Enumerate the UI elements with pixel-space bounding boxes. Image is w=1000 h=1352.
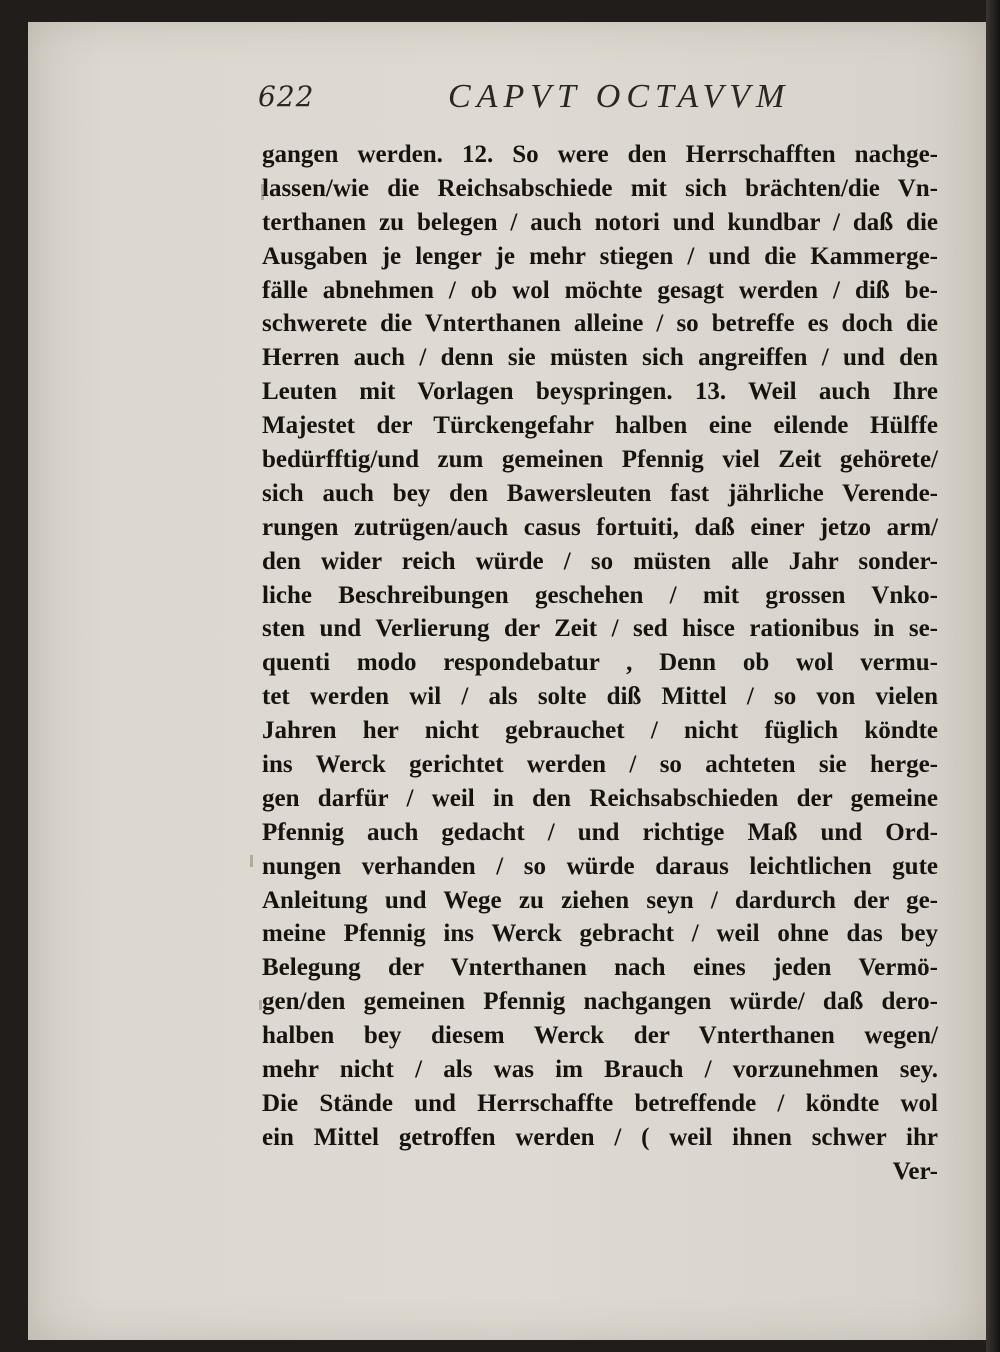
text-line: gen darfür / weil in den Reichsabschieden der gemeine (262, 784, 938, 812)
text-line: schwerete die Vnterthanen alleine / so betreffe es doch die (262, 310, 938, 338)
text-line: Pfennig auch gedacht / und richtige Maß und Ord- (262, 818, 938, 846)
text-line: terthanen zu belegen / auch notori und kundbar / daß die (262, 208, 938, 236)
text-line: gangen werden. 12. So were den Herrschafften nachge- (262, 141, 938, 168)
catchword: Ver- (892, 1157, 938, 1185)
text-line: quenti modo respondebatur , Denn ob wol vermu- (262, 649, 938, 677)
text-line: sten und Verlierung der Zeit / sed hisce rationibus in se- (262, 615, 938, 643)
text-line: bedürfftig/und zum gemeinen Pfennig viel Zeit gehörete/ (262, 446, 938, 474)
text-line: nungen verhanden / so würde daraus leichtlichen gute (262, 852, 938, 880)
text-line: Anleitung und Wege zu ziehen seyn / dardurch der ge- (262, 886, 938, 914)
text-line: Die Stände und Herrschaffte betreffende / köndte wol (262, 1089, 938, 1117)
text-line: ins Werck gerichtet werden / so achteten sie herge- (262, 751, 938, 779)
text-line: mehr nicht / als was im Brauch / vorzunehmen sey. (262, 1056, 938, 1084)
text-line: liche Beschreibungen geschehen / mit grossen Vnko- (262, 581, 938, 609)
text-line: sich auch bey den Bawersleuten fast jährliche Verende- (262, 479, 938, 507)
text-line: halben bey diesem Werck der Vnterthanen wegen/ (262, 1022, 938, 1050)
page-number: 622 (258, 80, 315, 113)
text-line: fälle abnehmen / ob wol möchte gesagt werden / diß be- (262, 276, 938, 304)
text-line: Herren auch / denn sie müsten sich angreiffen / und den (262, 344, 938, 372)
text-line: Ausgaben je lenger je mehr stiegen / und die Kammerge- (262, 242, 938, 270)
text-line: rungen zutrügen/auch casus fortuiti, daß einer jetzo arm/ (262, 513, 938, 541)
text-line: Leuten mit Vorlagen beyspringen. 13. Weil auch Ihre (262, 378, 938, 406)
ink-mark (250, 855, 253, 867)
text-line: lassen/wie die Reichsabschiede mit sich brächten/die Vn- (262, 174, 938, 202)
page-edge-shadow (986, 0, 1000, 1352)
text-line: den wider reich würde / so müsten alle Jahr sonder- (262, 547, 938, 575)
page-header (258, 72, 958, 122)
text-line: Belegung der Vnterthanen nach eines jeden Vermö- (262, 954, 938, 982)
text-line: Majestet der Türckengefahr halben eine eilende Hülffe (262, 412, 938, 440)
text-line: Jahren her nicht gebrauchet / nicht füglich köndte (262, 717, 938, 745)
running-head: CAPVT OCTAVVM (448, 78, 791, 115)
text-line: tet werden wil / als solte diß Mittel / so von vielen (262, 683, 938, 711)
text-line: meine Pfennig ins Werck gebracht / weil ohne das bey (262, 920, 938, 948)
body-text (262, 138, 938, 1189)
text-line: gen/den gemeinen Pfennig nachgangen würde/ daß dero- (262, 988, 938, 1016)
text-line: ein Mittel getroffen werden / ( weil ihnen schwer ihr (262, 1123, 938, 1151)
